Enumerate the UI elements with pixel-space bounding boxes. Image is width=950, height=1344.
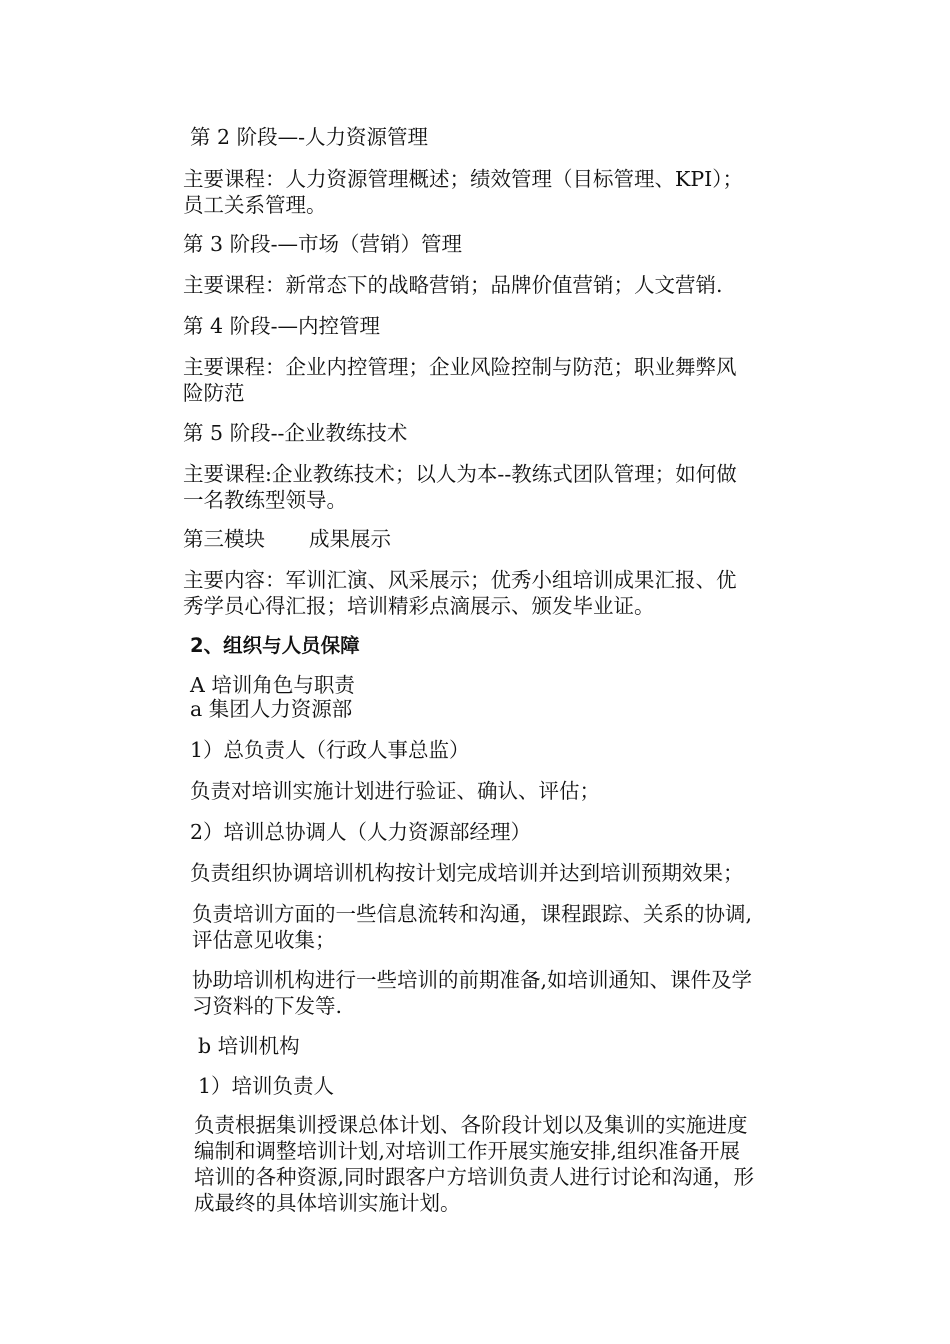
module3-label: 第三模块 (183, 527, 265, 551)
role2-description-2-line1: 负责培训方面的一些信息流转和沟通，课程跟踪、关系的协调, (192, 902, 753, 926)
module3-title (183, 527, 391, 551)
module3-content-line1: 主要内容：军训汇演、风采展示；优秀小组培训成果汇报、优 (183, 568, 737, 592)
training-lead-title: 1）培训负责人 (198, 1074, 335, 1098)
section2-heading: 2、组织与人员保障 (190, 634, 360, 657)
module3-name: 成果展示 (309, 527, 391, 551)
role2-description-1: 负责组织协调培训机构按计划完成培训并达到培训预期效果； (190, 861, 744, 885)
stage4-courses-line2: 险防范 (183, 381, 245, 405)
role2-description-3-line1: 协助培训机构进行一些培训的前期准备,如培训通知、课件及学 (192, 968, 753, 992)
stage3-title: 第 3 阶段-—市场（营销）管理 (183, 232, 463, 256)
stage2-courses-line2: 员工关系管理。 (183, 193, 327, 217)
training-org-subtitle: b 培训机构 (198, 1034, 300, 1058)
role2-title: 2）培训总协调人（人力资源部经理） (190, 820, 532, 844)
training-lead-description-line3: 培训的各种资源,同时跟客户方培训负责人进行讨论和沟通，形 (194, 1165, 755, 1189)
training-lead-description-line2: 编制和调整培训计划,对培训工作开展实施安排,组织准备开展 (194, 1139, 741, 1163)
stage2-courses-line1: 主要课程：人力资源管理概述；绩效管理（目标管理、KPI）； (183, 167, 743, 191)
training-lead-description-line1: 负责根据集训授课总体计划、各阶段计划以及集训的实施进度 (194, 1113, 748, 1137)
module3-content-line2: 秀学员心得汇报；培训精彩点滴展示、颁发毕业证。 (183, 594, 655, 618)
stage4-courses-line1: 主要课程：企业内控管理；企业风险控制与防范；职业舞弊风 (183, 355, 737, 379)
stage4-title: 第 4 阶段-—内控管理 (183, 314, 381, 338)
stage3-courses: 主要课程：新常态下的战略营销；品牌价值营销；人文营销. (183, 273, 723, 297)
stage2-title: 第 2 阶段—-人力资源管理 (190, 125, 429, 149)
role2-description-2-line2: 评估意见收集； (192, 928, 336, 952)
hr-dept-subtitle: a 集团人力资源部 (190, 697, 353, 721)
roles-title: A 培训角色与职责 (190, 673, 355, 697)
stage5-courses-line1: 主要课程:企业教练技术；以人为本--教练式团队管理；如何做 (183, 462, 737, 486)
training-lead-description-line4: 成最终的具体培训实施计划。 (194, 1191, 461, 1215)
role1-title: 1）总负责人（行政人事总监） (190, 738, 470, 762)
stage5-title: 第 5 阶段--企业教练技术 (183, 421, 408, 445)
stage5-courses-line2: 一名教练型领导。 (183, 488, 347, 512)
role1-description: 负责对培训实施计划进行验证、确认、评估； (190, 779, 600, 803)
role2-description-3-line2: 习资料的下发等. (192, 994, 343, 1018)
